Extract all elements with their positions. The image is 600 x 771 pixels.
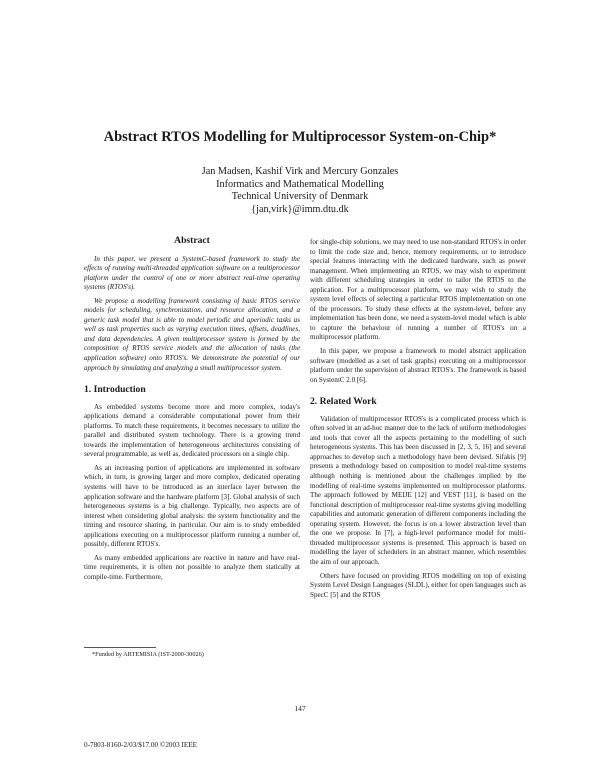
abstract-paragraph: We propose a modelling framework consisting of basic RTOS service models for scheduling, synchronization, and resource allocation, and a generic task model that is able to model periodic and aperiodic tasks as well as task properties such as varying execution times, offsets, deadlines, and data dependencies. A given multiprocessor system is formed by the composition of RTOS service models and the allocation of tasks (the application software) onto RTOS's. We demonstrate the potential of our approach by simulating and analyzing a small multiprocessor system.	[84, 296, 300, 372]
left-column	[84, 236, 300, 587]
body-paragraph: As many embedded applications are reactive in nature and have real-time requirements, it is often not possible to analyze them statically at compile-time. Furthermore,	[84, 553, 300, 581]
body-paragraph: In this paper, we propose a framework to model abstract application software (modelled as a set of task graphs) executing on a multiprocessor platform under the supervision of abstract RTOS's. The framework is based on SystemC 2.0 [6].	[310, 347, 526, 384]
section-heading-related-work: 2. Related Work	[310, 396, 377, 408]
abstract-paragraph: In this paper, we present a SystemC-based framework to study the effects of running multi-threaded application software on a multiprocessor platform under the control of one or more abstract real-time operating systems (RTOS's).	[84, 254, 300, 292]
body-paragraph: Validation of multiprocessor RTOS's is a complicated process which is often solved in an ad-hoc manner due to the lack of uniform methodologies and tools that cover all the aspects pertaining to the modelling of such heterogeneous systems. This has been discussed in [2, 3, 5, 16] and several approaches to develop such a methodology have been devised. Sifakis [9] presents a methodology based on composition to model real-time systems although nothing is mentioned about the challenges implied by the modelling of real-time systems implemented on multiprocessor platforms. The approach followed by MEIJE [12] and VEST [11], is based on the functional description of multiprocessor real-time systems giving modelling capabilities and automatic generation of different components including the operating system. However, the focus is on a lower abstraction level than the one we propose. In [7], a high-level performance model for multi-threaded multiprocessor systems is presented. This approach is based on modelling the layer of schedulers in an abstract manner, which resembles the aim of our approach.	[310, 414, 526, 566]
author-block	[0, 166, 600, 216]
body-paragraph: Others have focused on providing RTOS modelling on top of existing System Level Design Languages (SLDL), either for open languages such as SpecC [5] and the RTOS	[310, 571, 526, 599]
affiliation-2: Technical University of Denmark	[231, 191, 369, 202]
footnote: *Funded by ARTEMISIA (IST-2000-30026)	[92, 651, 204, 658]
page-number: 147	[294, 704, 306, 713]
copyright-line: 0-7803-8160-2/03/$17.00 ©2003 IEEE	[84, 741, 198, 749]
body-paragraph: As embedded systems become more and more complex, today's applications demand a considerable computational power from their platforms. To match these requirements, it becomes necessary to utilize the parallel and distributed system technology. There is a growing trend towards the implementation of heterogeneous architectures consisting of several programmable, as well as, dedicated processors on a single chip.	[84, 402, 300, 459]
email: {jan,virk}@imm.dtu.dk	[251, 203, 349, 215]
affiliation-1: Informatics and Mathematical Modelling	[216, 178, 384, 190]
body-paragraph: As an increasing portion of applications are implemented in software which, in turn, is growing larger and more complex, dedicated operating systems will have to be introduced as an interface layer between the application software and the hardware platform [3]. Global analysis of such heterogeneous systems is a big challenge. Typically, two aspects are of interest when considering global analysis: the system functionality and the timing and resource sharing, in particular. Our aim is to study embedded applications executing on a multiprocessor platform running a number of, possibly, different RTOS's.	[84, 463, 300, 549]
right-column	[310, 238, 526, 604]
abstract-body	[84, 255, 300, 374]
authors: Jan Madsen, Kashif Virk and Mercury Gonzales	[201, 166, 399, 177]
section-heading-introduction: 1. Introduction	[84, 384, 146, 396]
paper-title: Abstract RTOS Modelling for Multiprocessor System-on-Chip*	[103, 129, 497, 145]
footnote-divider	[84, 647, 156, 648]
body-paragraph: for single-chip solutions, we may need to use non-standard RTOS's in order to limit the code size and, hence, memory requirements, or to introduce special features interacting with the dedicated hardware, such as power management. When implementing an RTOS, we may wish to experiment with different scheduling strategies in order to tailor the RTOS to the application. For a multiprocessor platform, we may wish to study the system level effects of selecting a particular RTOS implementation on one of the processors. To study these effects at the system-level, before any implementation has been done, we need a system-level model which is able to capture the behaviour of running a number of RTOS's on a multiprocessor platform.	[310, 238, 526, 342]
abstract-heading: Abstract	[174, 235, 210, 246]
